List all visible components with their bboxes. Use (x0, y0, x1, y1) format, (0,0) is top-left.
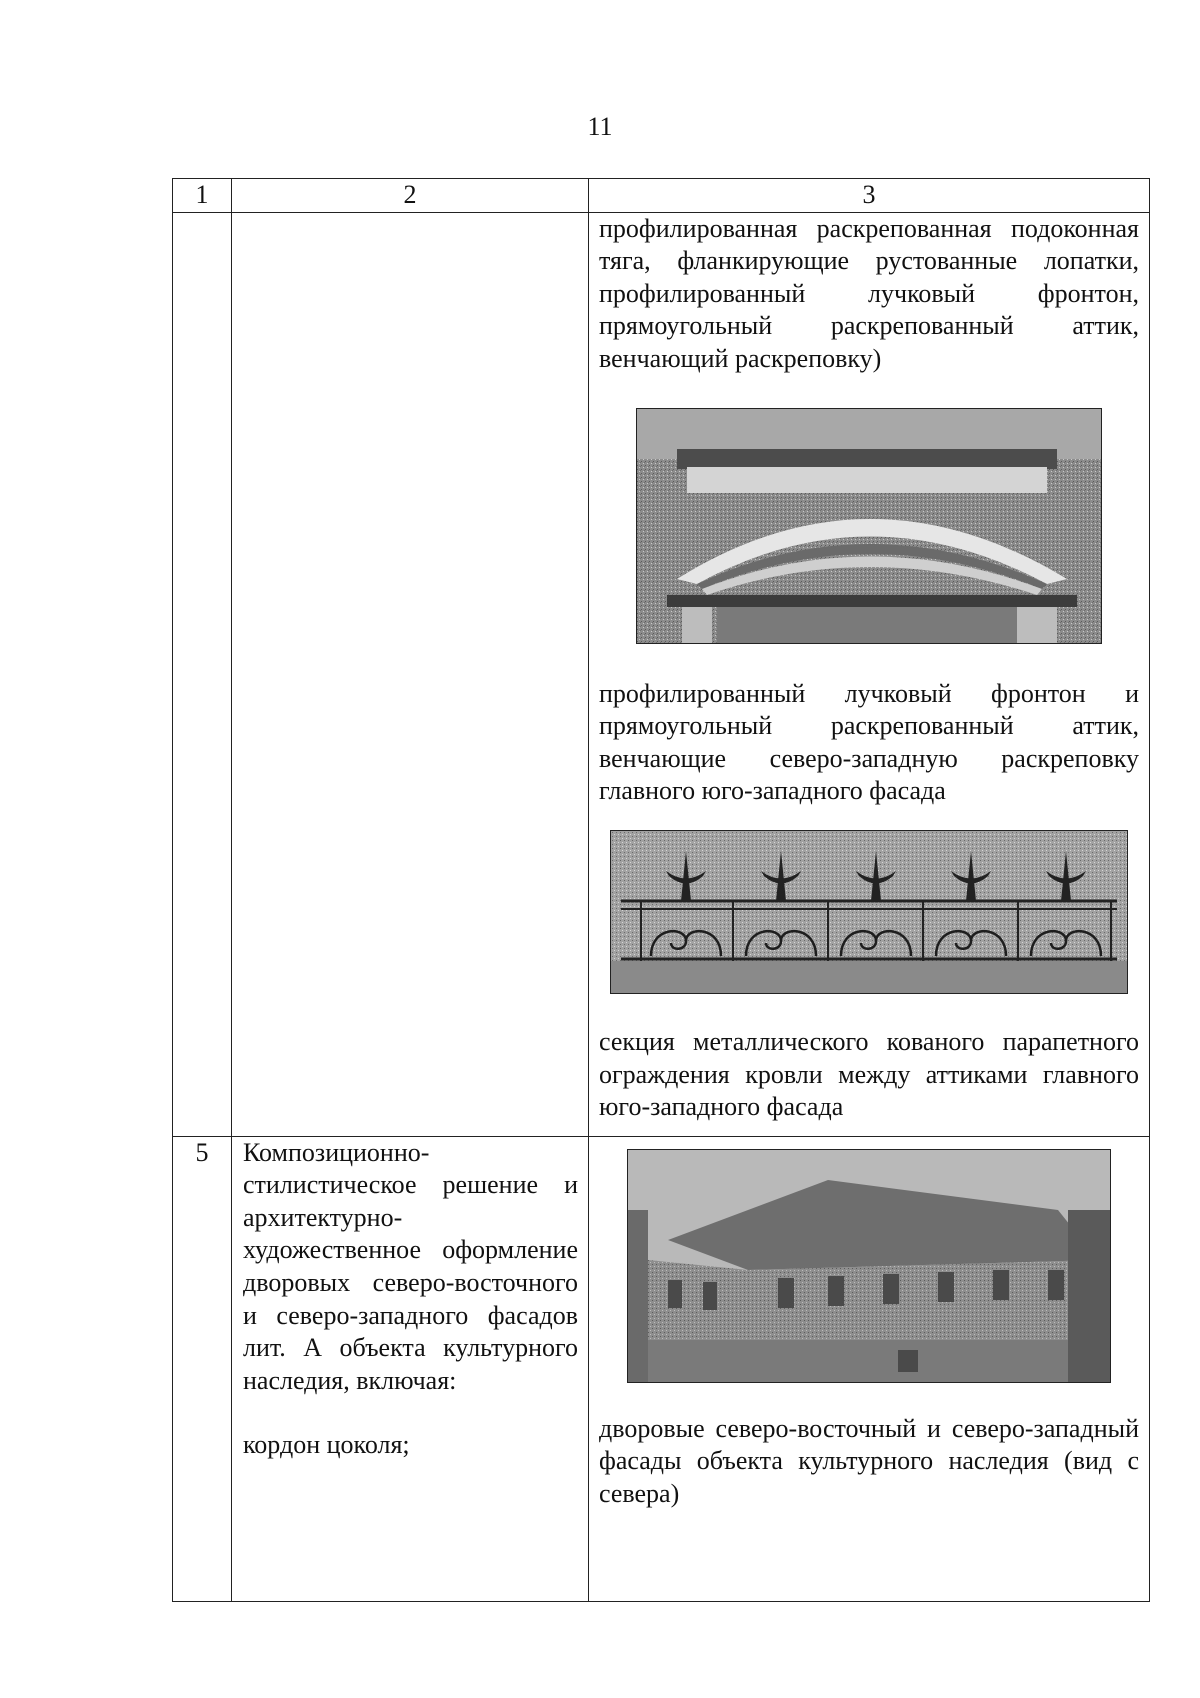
parapet-railing-photo (610, 830, 1128, 994)
parapet-railing-caption: секция металлического кованого парапетного ограждения кровли между аттиками главного юго-западного фасада (599, 1026, 1139, 1122)
pediment-photo-caption: профилированный лучковый фронтон и прямоугольный раскрепованный аттик, венчающие северо-западную раскреповку главного юго-западного фасада (599, 678, 1139, 806)
row-number: 5 (173, 1136, 232, 1601)
row-description-text: Композиционно-стилистическое решение и архитектурно-художественное оформление дворовых северо-восточного и северо-западного фасадов лит. А объекта культурного наследия, включая: (243, 1137, 578, 1395)
courtyard-facades-photo (627, 1149, 1111, 1383)
page-number: 11 (587, 112, 613, 141)
header-col-2: 2 (232, 179, 589, 213)
row-photos-cell (589, 212, 1150, 1136)
header-col-3: 3 (589, 179, 1150, 213)
pediment-description-text: профилированная раскрепованная подоконная тяга, фланкирующие рустованные лопатки, профилированный лучковый фронтон, прямоугольный раскрепованный аттик, венчающий раскреповку) (599, 213, 1139, 373)
table-row-5 (173, 1136, 1150, 1601)
row-item-text: кордон цоколя; (243, 1430, 410, 1460)
table-header-row (173, 179, 1150, 213)
monument-elements-table (172, 178, 1150, 1602)
pediment-photo (636, 408, 1102, 644)
row-description-cell (232, 1136, 589, 1601)
row-number-cell-empty (173, 212, 232, 1136)
header-col-1: 1 (173, 179, 232, 213)
row-photos-cell (589, 1136, 1150, 1601)
table-row-continued (173, 212, 1150, 1136)
courtyard-facades-caption: дворовые северо-восточный и северо-западный фасады объекта культурного наследия (вид с севера) (599, 1413, 1139, 1508)
row-description-cell-empty (232, 212, 589, 1136)
